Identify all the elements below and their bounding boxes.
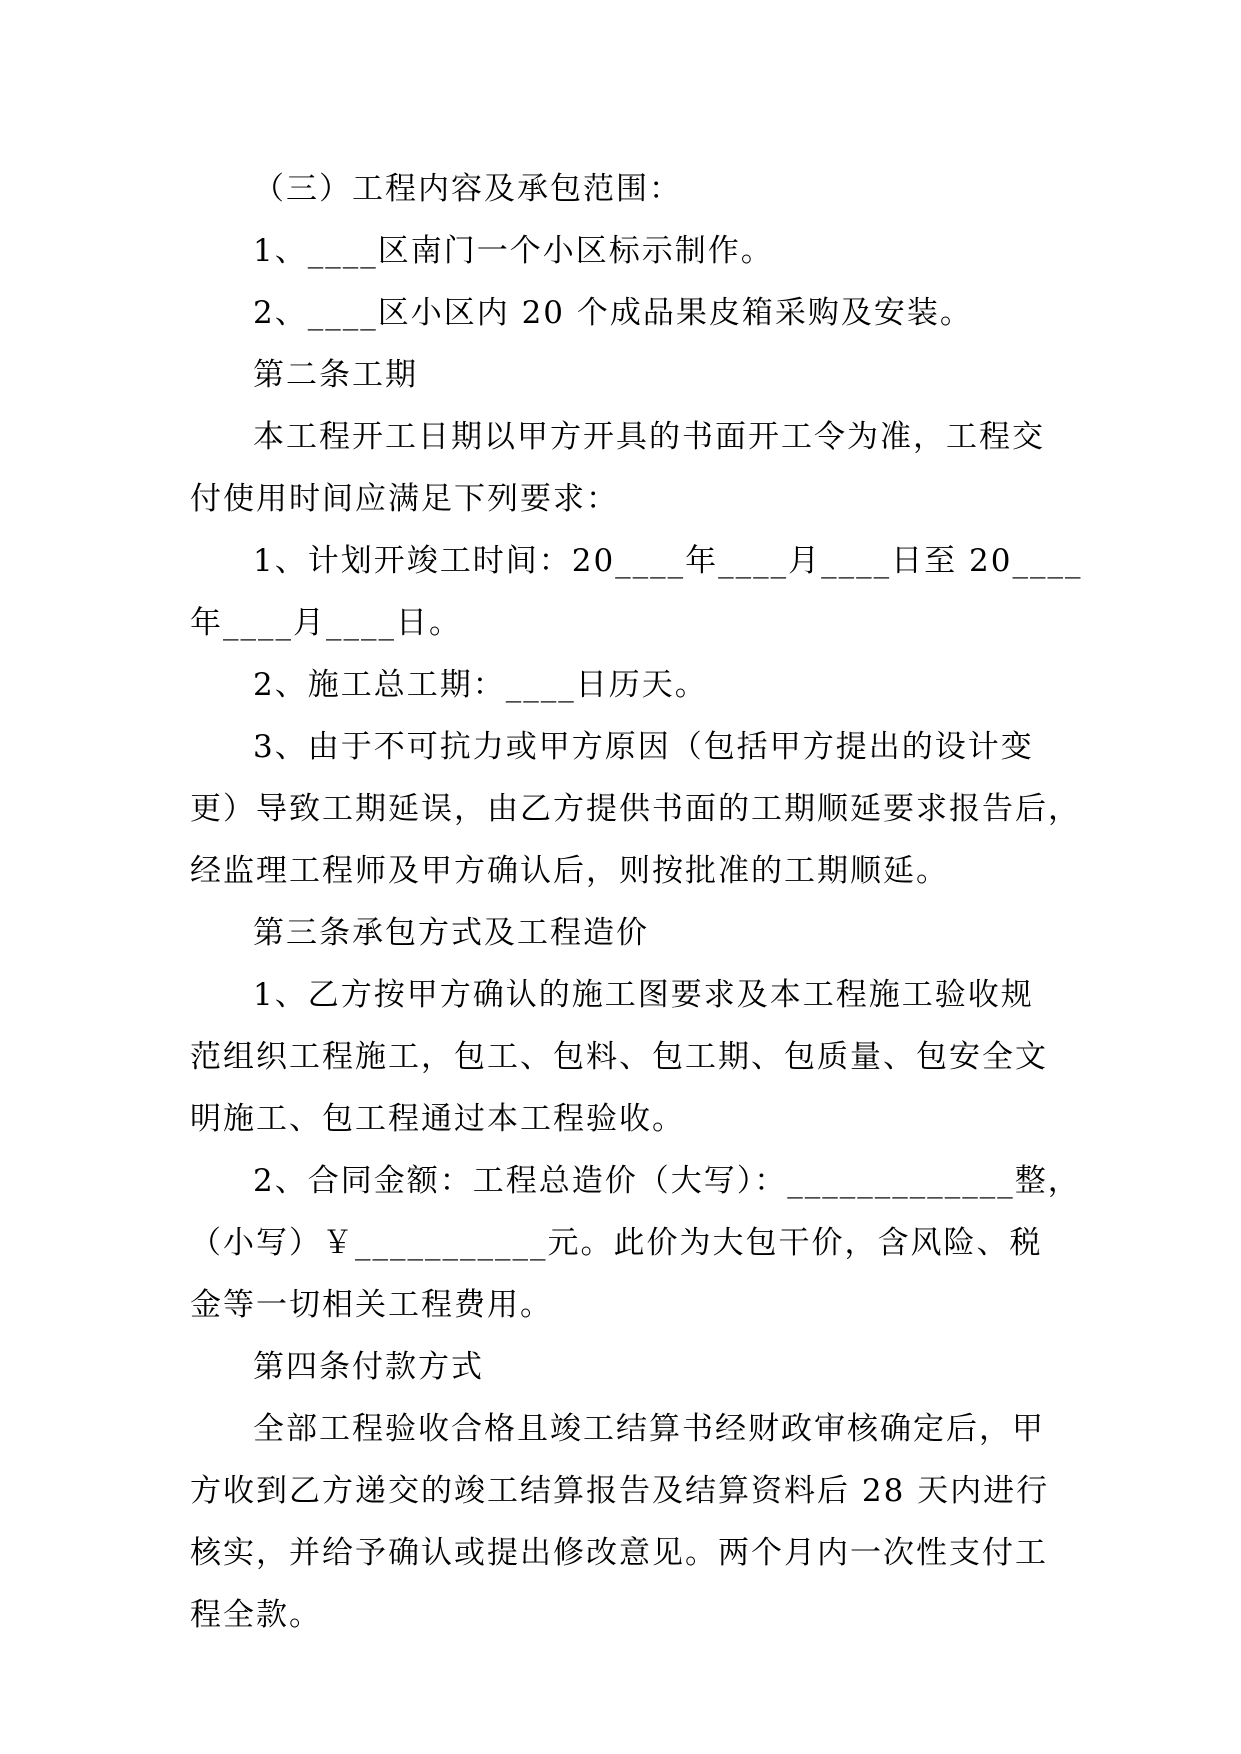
paragraph-line: 付使用时间应满足下列要求： (190, 481, 619, 517)
paragraph-line: 方收到乙方递交的竣工结算报告及结算资料后 28 天内进行 (190, 1473, 1050, 1509)
paragraph-line: 本工程开工日期以甲方开具的书面开工令为准，工程交 (253, 419, 1045, 455)
paragraph-line: 金等一切相关工程费用。 (190, 1287, 553, 1323)
paragraph-line: 全部工程验收合格且竣工结算书经财政审核确定后，甲 (253, 1411, 1045, 1447)
paragraph-line: 核实，并给予确认或提出修改意见。两个月内一次性支付工 (190, 1535, 1048, 1571)
paragraph-line: 更）导致工期延误，由乙方提供书面的工期顺延要求报告后， (190, 791, 1081, 827)
document-body (190, 158, 1083, 1646)
paragraph-line: 2、合同金额：工程总造价（大写）：_____________整， (253, 1163, 1081, 1199)
article-heading-schedule: 第二条工期 (253, 357, 418, 393)
paragraph-line: 1、乙方按甲方确认的施工图要求及本工程施工验收规 (253, 977, 1034, 1013)
paragraph-line: 1、____区南门一个小区标示制作。 (253, 233, 774, 269)
paragraph-line: 经监理工程师及甲方确认后，则按批准的工期顺延。 (190, 853, 949, 889)
paragraph-line: 3、由于不可抗力或甲方原因（包括甲方提出的设计变 (253, 729, 1034, 765)
paragraph-line: 明施工、包工程通过本工程验收。 (190, 1101, 685, 1137)
section-heading-scope: （三）工程内容及承包范围： (253, 171, 682, 207)
paragraph-line: 年____月____日。 (190, 605, 462, 641)
paragraph-line: 2、____区小区内 20 个成品果皮箱采购及安装。 (253, 295, 973, 331)
article-heading-payment: 第四条付款方式 (253, 1349, 484, 1385)
paragraph-line: 1、计划开竣工时间：20____年____月____日至 20____ (253, 543, 1083, 579)
paragraph-line: 范组织工程施工，包工、包料、包工期、包质量、包安全文 (190, 1039, 1048, 1075)
paragraph-line: （小写）￥___________元。此价为大包干价，含风险、税 (190, 1225, 1043, 1261)
paragraph-line: 2、施工总工期：____日历天。 (253, 667, 708, 703)
paragraph-line: 程全款。 (190, 1597, 322, 1633)
article-heading-contract-price: 第三条承包方式及工程造价 (253, 915, 649, 951)
